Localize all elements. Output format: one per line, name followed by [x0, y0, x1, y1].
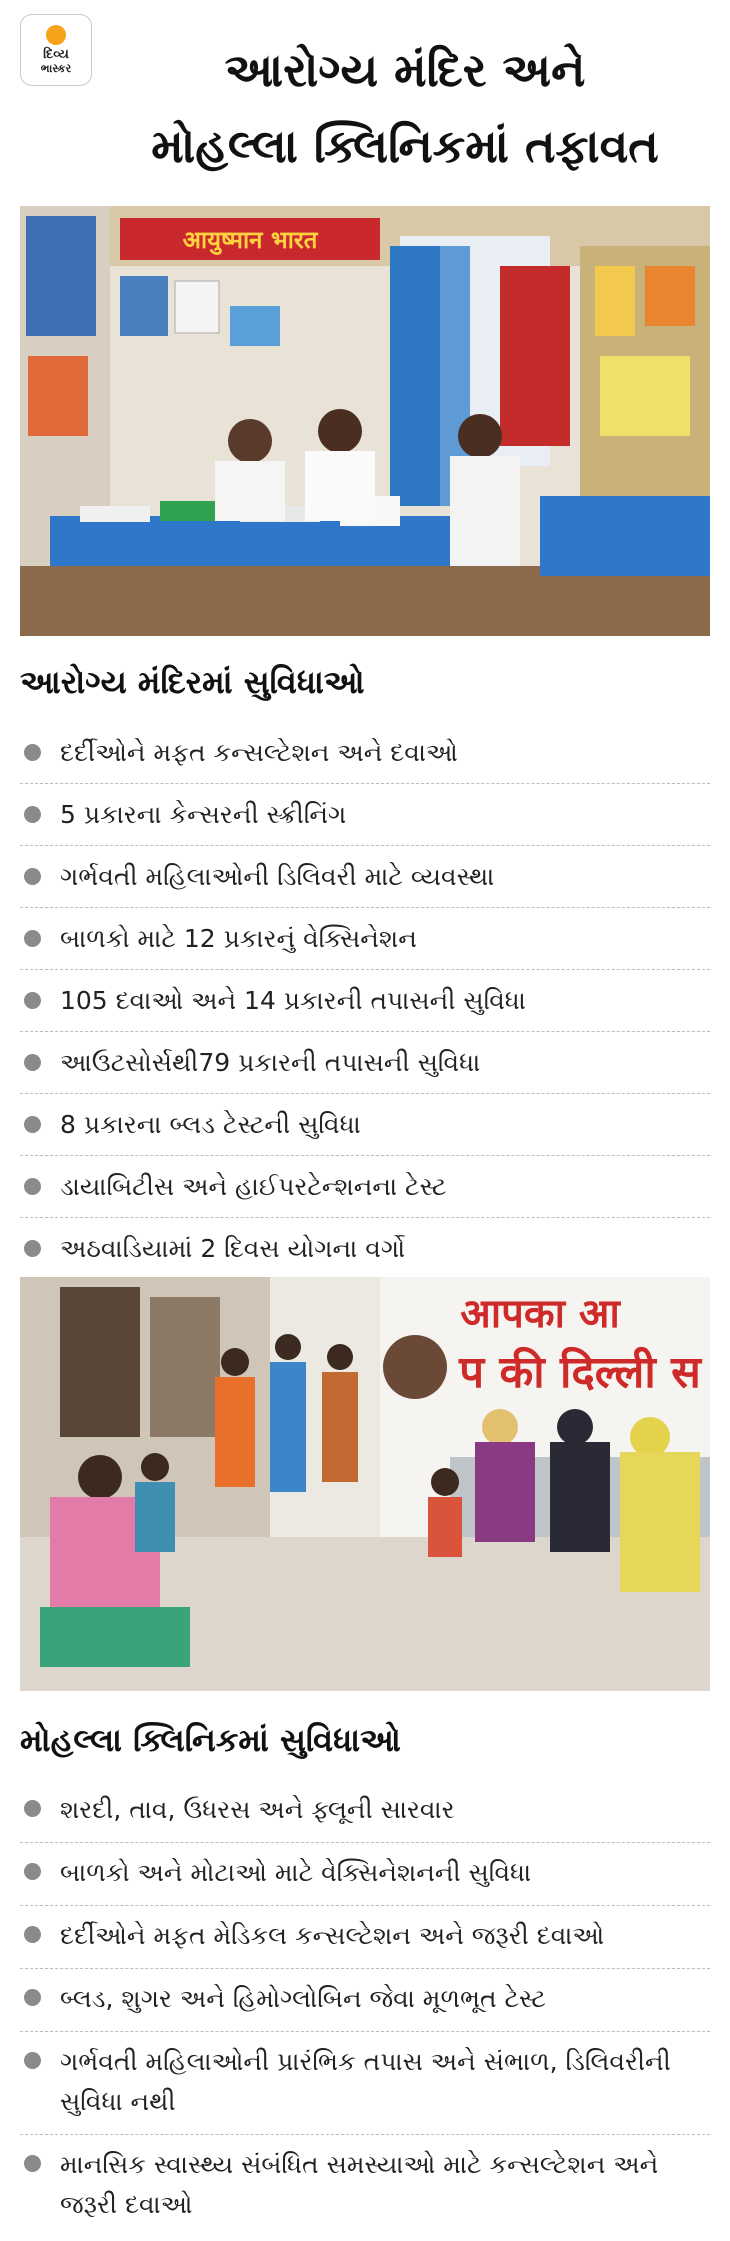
- ayushman-bharat-banner: आयुष्मान भारत: [182, 226, 318, 254]
- title-line1: આરોગ્ય મંદિર અને: [224, 43, 586, 97]
- bullet-icon: [24, 1926, 41, 1943]
- list-item: બ્લડ, શુગર અને હિમોગ્લોબિન જેવા મૂળભૂત ટેસ્ટ: [20, 1969, 710, 2032]
- bullet-icon: [24, 1178, 41, 1195]
- clinic-interior-illustration: [20, 206, 710, 636]
- list-item: દર્દીઓને મફત મેડિકલ કન્સલ્ટેશન અને જરૂરી દવાઓ: [20, 1906, 710, 1969]
- bullet-icon: [24, 744, 41, 761]
- list-item: દર્દીઓને મફત કન્સલ્ટેશન અને દવાઓ: [20, 722, 710, 784]
- mohalla-clinic-heading: મોહલ્લા ક્લિનિકમાં સુવિધાઓ: [20, 1721, 401, 1759]
- header: [0, 0, 730, 200]
- list-item: માનસિક સ્વાસ્થ્ય સંબંધિત સમસ્યાઓ માટે કન્સલ્ટેશન અને જરૂરી દવાઓ: [20, 2135, 710, 2237]
- photo-banner-line1: आपका आ: [460, 1291, 620, 1337]
- bullet-icon: [24, 806, 41, 823]
- bullet-icon: [24, 868, 41, 885]
- page-title: [100, 32, 710, 184]
- list-item: બાળકો અને મોટાઓ માટે વેક્સિનેશનની સુવિધા: [20, 1843, 710, 1906]
- bullet-icon: [24, 1863, 41, 1880]
- photo-banner-line2: प की दिल्ली स: [459, 1347, 701, 1398]
- list-item: 105 દવાઓ અને 14 પ્રકારની તપાસની સુવિધા: [20, 970, 710, 1032]
- bullet-icon: [24, 1989, 41, 2006]
- list-item: આઉટસોર્સથી79 પ્રકારની તપાસની સુવિધા: [20, 1032, 710, 1094]
- list-item: 8 પ્રકારના બ્લડ ટેસ્ટની સુવિધા: [20, 1094, 710, 1156]
- bullet-icon: [24, 2052, 41, 2069]
- bullet-icon: [24, 1800, 41, 1817]
- list-item: ગર્ભવતી મહિલાઓની પ્રારંભિક તપાસ અને સંભાળ, ડિલિવરીની સુવિધા નથી: [20, 2032, 710, 2135]
- logo-line1: દિવ્ય: [43, 47, 69, 62]
- waiting-area-illustration: [20, 1277, 710, 1691]
- bullet-icon: [24, 2155, 41, 2172]
- list-item: અઠવાડિયામાં 2 દિવસ યોગના વર્ગો: [20, 1218, 710, 1280]
- bullet-icon: [24, 1116, 41, 1133]
- arogya-mandir-photo: [20, 206, 710, 636]
- list-item: ગર્ભવતી મહિલાઓની ડિલિવરી માટે વ્યવસ્થા: [20, 846, 710, 908]
- bullet-icon: [24, 930, 41, 947]
- list-item: 5 પ્રકારના કેન્સરની સ્ક્રીનિંગ: [20, 784, 710, 846]
- bullet-icon: [24, 1240, 41, 1257]
- mohalla-clinic-facilities-list: [20, 1780, 710, 2237]
- list-item: શરદી, તાવ, ઉધરસ અને ફ્લૂની સારવાર: [20, 1780, 710, 1843]
- list-item: બાળકો માટે 12 પ્રકારનું વેક્સિનેશન: [20, 908, 710, 970]
- bullet-icon: [24, 1054, 41, 1071]
- logo-line2: ભાસ્કર: [40, 62, 72, 75]
- divya-bhaskar-logo[interactable]: [20, 14, 92, 86]
- arogya-mandir-heading: આરોગ્ય મંદિરમાં સુવિધાઓ: [20, 663, 365, 701]
- bullet-icon: [24, 992, 41, 1009]
- title-line2: મોહલ્લા ક્લિનિકમાં તફાવત: [151, 119, 659, 173]
- mohalla-clinic-photo: [20, 1277, 710, 1691]
- list-item: ડાયાબિટીસ અને હાઈપરટેન્શનના ટેસ્ટ: [20, 1156, 710, 1218]
- sun-icon: [46, 25, 66, 45]
- arogya-mandir-facilities-list: [20, 722, 710, 1280]
